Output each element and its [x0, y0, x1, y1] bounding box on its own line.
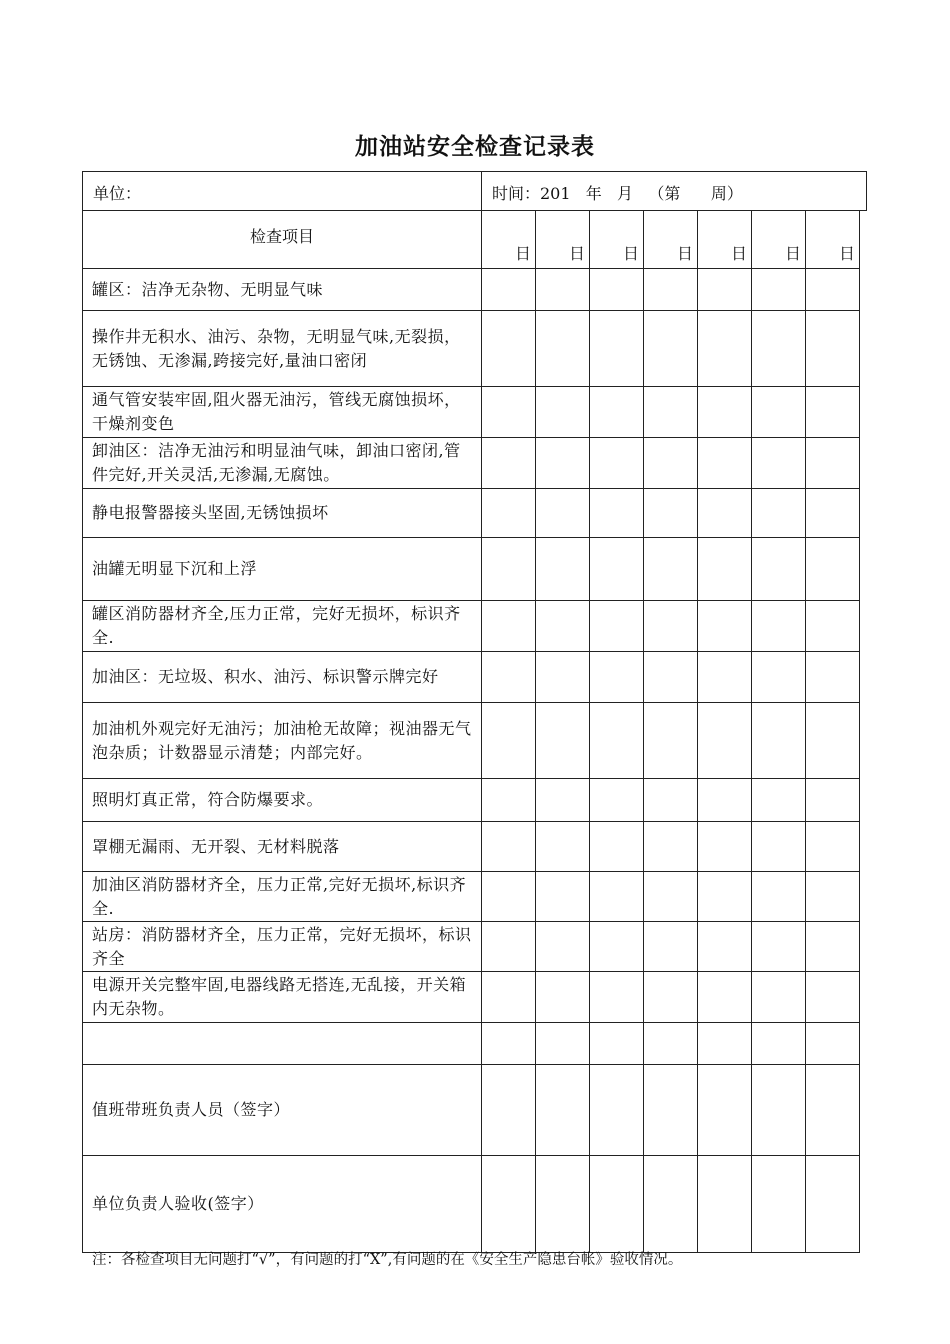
check-cell[interactable]: [482, 652, 536, 703]
check-cell[interactable]: [806, 872, 860, 922]
check-cell[interactable]: [644, 872, 698, 922]
check-cell[interactable]: [752, 387, 806, 438]
footnote: 注：各检查项目无问题打“√”，有问题的打“X”,有问题的在《安全生产隐患台帐》验收情况。: [92, 1252, 683, 1268]
check-cell[interactable]: [482, 269, 536, 311]
check-cell[interactable]: [536, 1023, 590, 1065]
check-cell[interactable]: [482, 601, 536, 652]
day-column-header: 日: [806, 211, 860, 269]
check-cell[interactable]: [698, 703, 752, 779]
table-row: [83, 489, 860, 538]
table-row: [83, 822, 860, 872]
header-row: [82, 171, 867, 211]
check-cell[interactable]: [482, 311, 536, 387]
table-row: [83, 311, 860, 387]
check-cell[interactable]: [752, 972, 806, 1023]
check-cell[interactable]: [482, 922, 536, 972]
check-cell[interactable]: [536, 779, 590, 822]
check-cell[interactable]: [590, 538, 644, 601]
check-cell[interactable]: [698, 922, 752, 972]
table-row: [83, 387, 860, 438]
inspection-item: 加油机外观完好无油污；加油枪无故障；视油器无气泡杂质；计数器显示清楚；内部完好。: [83, 703, 482, 779]
check-cell[interactable]: [806, 489, 860, 538]
check-cell[interactable]: [644, 779, 698, 822]
check-cell[interactable]: [698, 652, 752, 703]
check-cell[interactable]: [806, 1156, 860, 1253]
check-cell[interactable]: [590, 1023, 644, 1065]
check-cell[interactable]: [752, 438, 806, 489]
table-row: [83, 1065, 860, 1156]
check-cell[interactable]: [806, 1023, 860, 1065]
check-cell[interactable]: [590, 438, 644, 489]
inspection-item: 加油区：无垃圾、积水、油污、标识警示牌完好: [83, 652, 482, 703]
table-row: [83, 779, 860, 822]
table-header-row: [83, 211, 860, 269]
check-cell[interactable]: [698, 779, 752, 822]
table-row: [83, 922, 860, 972]
check-cell[interactable]: [752, 703, 806, 779]
check-cell[interactable]: [644, 269, 698, 311]
check-cell[interactable]: [698, 311, 752, 387]
check-cell[interactable]: [806, 311, 860, 387]
check-cell[interactable]: [698, 538, 752, 601]
check-cell[interactable]: [482, 822, 536, 872]
check-cell[interactable]: [590, 972, 644, 1023]
check-cell[interactable]: [698, 438, 752, 489]
check-cell[interactable]: [644, 538, 698, 601]
check-cell[interactable]: [698, 601, 752, 652]
day-column-header: 日: [590, 211, 644, 269]
check-cell[interactable]: [752, 601, 806, 652]
check-cell[interactable]: [806, 972, 860, 1023]
check-cell[interactable]: [536, 489, 590, 538]
table-row: [83, 269, 860, 311]
check-cell[interactable]: [482, 779, 536, 822]
check-cell[interactable]: [698, 872, 752, 922]
check-cell[interactable]: [536, 872, 590, 922]
check-cell[interactable]: [644, 311, 698, 387]
check-cell[interactable]: [536, 1156, 590, 1253]
check-cell[interactable]: [482, 438, 536, 489]
table-row: [83, 601, 860, 652]
page-title: 加油站安全检查记录表: [355, 133, 595, 160]
check-cell[interactable]: [806, 387, 860, 438]
check-cell[interactable]: [590, 489, 644, 538]
check-cell[interactable]: [536, 438, 590, 489]
table-row: [83, 1023, 860, 1065]
check-cell[interactable]: [806, 438, 860, 489]
inspection-item: 照明灯真正常，符合防爆要求。: [83, 779, 482, 822]
check-cell[interactable]: [806, 922, 860, 972]
check-cell[interactable]: [536, 822, 590, 872]
check-cell[interactable]: [698, 489, 752, 538]
check-cell[interactable]: [590, 779, 644, 822]
check-cell[interactable]: [536, 311, 590, 387]
inspection-item: 卸油区：洁净无油污和明显油气味，卸油口密闭,管件完好,开关灵活,无渗漏,无腐蚀。: [83, 438, 482, 489]
check-cell[interactable]: [752, 269, 806, 311]
inspection-item: 站房：消防器材齐全，压力正常，完好无损坏，标识齐全: [83, 922, 482, 972]
check-cell[interactable]: [644, 489, 698, 538]
check-cell[interactable]: [482, 1065, 536, 1156]
check-cell[interactable]: [698, 269, 752, 311]
table-row: [83, 1156, 860, 1253]
check-cell[interactable]: [698, 387, 752, 438]
inspection-item: 加油区消防器材齐全，压力正常,完好无损坏,标识齐全.: [83, 872, 482, 922]
inspection-item: 罐区消防器材齐全,压力正常，完好无损坏，标识齐全.: [83, 601, 482, 652]
check-cell[interactable]: [644, 652, 698, 703]
header-divider: [481, 172, 482, 210]
check-cell[interactable]: [806, 1065, 860, 1156]
day-column-header: 日: [536, 211, 590, 269]
check-cell[interactable]: [644, 703, 698, 779]
time-label: 时间：201 年 月 （第 周）: [492, 184, 743, 203]
check-cell[interactable]: [536, 269, 590, 311]
inspection-item: 通气管安装牢固,阻火器无油污，管线无腐蚀损坏，干燥剂变色: [83, 387, 482, 438]
check-cell[interactable]: [590, 311, 644, 387]
check-cell[interactable]: [536, 601, 590, 652]
check-cell[interactable]: [590, 269, 644, 311]
check-cell[interactable]: [752, 872, 806, 922]
inspection-item: 单位负责人验收(签字）: [83, 1156, 482, 1253]
check-cell[interactable]: [590, 1065, 644, 1156]
check-cell[interactable]: [644, 922, 698, 972]
table-row: [83, 972, 860, 1023]
check-cell[interactable]: [806, 652, 860, 703]
check-cell[interactable]: [806, 601, 860, 652]
check-cell[interactable]: [644, 1023, 698, 1065]
check-cell[interactable]: [644, 438, 698, 489]
inspection-item: [83, 1023, 482, 1065]
unit-label: 单位：: [93, 184, 142, 203]
check-cell[interactable]: [536, 703, 590, 779]
day-column-header: 日: [752, 211, 806, 269]
check-cell[interactable]: [806, 822, 860, 872]
check-cell[interactable]: [752, 489, 806, 538]
table-row: [83, 703, 860, 779]
check-cell[interactable]: [482, 703, 536, 779]
check-cell[interactable]: [482, 972, 536, 1023]
check-cell[interactable]: [590, 822, 644, 872]
check-cell[interactable]: [806, 538, 860, 601]
check-cell[interactable]: [536, 972, 590, 1023]
check-cell[interactable]: [644, 1156, 698, 1253]
inspection-item: 操作井无积水、油污、杂物，无明显气味,无裂损，无锈蚀、无渗漏,跨接完好,量油口密闭: [83, 311, 482, 387]
inspection-table: [82, 210, 860, 1253]
table-row: [83, 872, 860, 922]
day-column-header: 日: [698, 211, 752, 269]
check-cell[interactable]: [752, 538, 806, 601]
check-cell[interactable]: [698, 822, 752, 872]
check-cell[interactable]: [644, 822, 698, 872]
check-cell[interactable]: [482, 1156, 536, 1253]
check-cell[interactable]: [482, 1023, 536, 1065]
inspection-item: 静电报警器接头坚固,无锈蚀损坏: [83, 489, 482, 538]
check-cell[interactable]: [590, 601, 644, 652]
check-cell[interactable]: [752, 779, 806, 822]
check-cell[interactable]: [752, 1065, 806, 1156]
check-cell[interactable]: [590, 652, 644, 703]
inspection-item: 罐区：洁净无杂物、无明显气味: [83, 269, 482, 311]
check-cell[interactable]: [482, 489, 536, 538]
check-cell[interactable]: [698, 1156, 752, 1253]
check-cell[interactable]: [752, 1023, 806, 1065]
check-cell[interactable]: [752, 652, 806, 703]
check-cell[interactable]: [590, 872, 644, 922]
check-cell[interactable]: [590, 1156, 644, 1253]
check-cell[interactable]: [698, 972, 752, 1023]
check-cell[interactable]: [590, 387, 644, 438]
check-cell[interactable]: [644, 1065, 698, 1156]
check-cell[interactable]: [752, 1156, 806, 1253]
table-row: [83, 438, 860, 489]
check-cell[interactable]: [752, 311, 806, 387]
table-row: [83, 538, 860, 601]
check-cell[interactable]: [536, 387, 590, 438]
check-cell[interactable]: [698, 1065, 752, 1156]
day-column-header: 日: [644, 211, 698, 269]
check-cell[interactable]: [806, 703, 860, 779]
check-cell[interactable]: [590, 703, 644, 779]
inspection-item: 电源开关完整牢固,电器线路无搭连,无乱接，开关箱内无杂物。: [83, 972, 482, 1023]
check-cell[interactable]: [644, 972, 698, 1023]
check-cell[interactable]: [536, 652, 590, 703]
check-cell[interactable]: [806, 779, 860, 822]
check-cell[interactable]: [806, 269, 860, 311]
item-column-header: 检查项目: [83, 211, 482, 269]
check-cell[interactable]: [536, 922, 590, 972]
check-cell[interactable]: [644, 601, 698, 652]
check-cell[interactable]: [752, 922, 806, 972]
inspection-item: 罩棚无漏雨、无开裂、无材料脱落: [83, 822, 482, 872]
check-cell[interactable]: [536, 1065, 590, 1156]
table-row: [83, 652, 860, 703]
check-cell[interactable]: [536, 538, 590, 601]
check-cell[interactable]: [482, 538, 536, 601]
check-cell[interactable]: [590, 922, 644, 972]
check-cell[interactable]: [698, 1023, 752, 1065]
check-cell[interactable]: [644, 387, 698, 438]
check-cell[interactable]: [482, 387, 536, 438]
check-cell[interactable]: [482, 872, 536, 922]
inspection-item: 油罐无明显下沉和上浮: [83, 538, 482, 601]
inspection-item: 值班带班负责人员（签字）: [83, 1065, 482, 1156]
day-column-header: 日: [482, 211, 536, 269]
check-cell[interactable]: [752, 822, 806, 872]
